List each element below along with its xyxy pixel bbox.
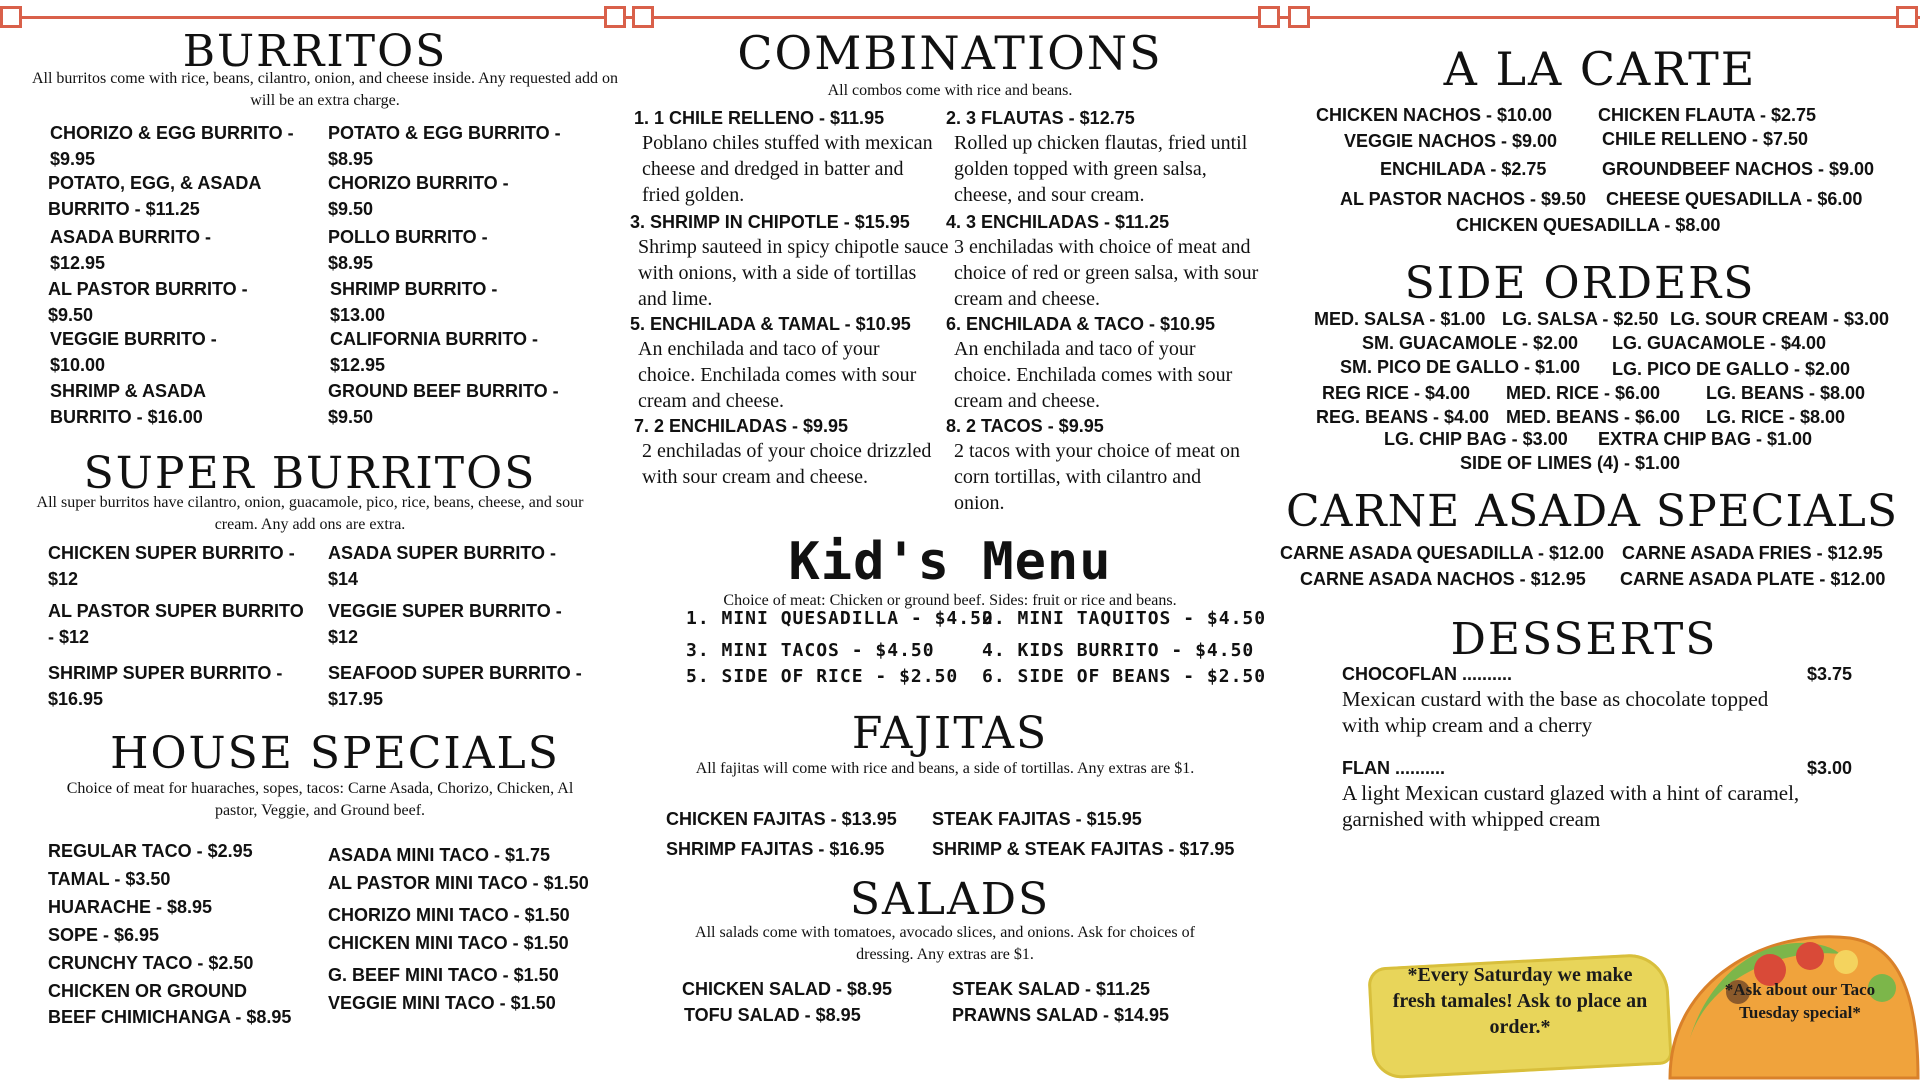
menu-item: CHICKEN SUPER BURRITO - (48, 543, 295, 563)
combinations-section (630, 26, 1270, 102)
menu-item: POTATO, EGG, & ASADA (48, 173, 262, 193)
menu-item: SHRIMP BURRITO - (330, 279, 498, 299)
combo-desc: Poblano chiles stuffed with mexican cheese and dredged in batter and fried golden. (642, 132, 933, 206)
salads-list (630, 976, 1270, 1036)
combo-item (946, 414, 1246, 516)
menu-item: CHICKEN FLAUTA - $2.75 (1598, 105, 1817, 125)
desserts-section (1264, 614, 1904, 665)
section-title: BURRITOS (182, 26, 448, 77)
combo-desc: Rolled up chicken flautas, fried until golden topped with green salsa, cheese, and sour cream. (954, 132, 1248, 206)
menu-item: CHICKEN MINI TACO - $1.50 (328, 933, 569, 953)
menu-item: STEAK SALAD - $11.25 (952, 979, 1151, 999)
section-title: HOUSE SPECIALS (110, 728, 560, 779)
menu-item: CARNE ASADA NACHOS - $12.95 (1300, 569, 1586, 589)
menu-item: SEAFOOD SUPER BURRITO - (328, 663, 582, 683)
menu-item: SHRIMP FAJITAS - $16.95 (666, 839, 885, 859)
menu-item: AL PASTOR NACHOS - $9.50 (1340, 189, 1587, 209)
menu-item: EXTRA CHIP BAG - $1.00 (1598, 429, 1813, 449)
menu-item: G. BEEF MINI TACO - $1.50 (328, 965, 559, 985)
menu-item: $13.00 (330, 305, 386, 325)
frame-line (0, 16, 1920, 19)
frame-corner (1288, 6, 1310, 28)
frame-corner (604, 6, 626, 28)
combo-item (630, 210, 950, 312)
section-title: Kid's Menu (788, 532, 1112, 592)
frame-corner (632, 6, 654, 28)
menu-item: $9.95 (50, 149, 96, 169)
super-burritos-list (20, 540, 630, 710)
combo-name: 1. 1 CHILE RELLENO - $11.95 (634, 108, 885, 128)
menu-item: MED. SALSA - $1.00 (1314, 309, 1486, 329)
menu-item: CHICKEN OR GROUND (48, 981, 248, 1001)
menu-item: $8.95 (328, 253, 374, 273)
menu-item: $12.95 (330, 355, 386, 375)
menu-item: $9.50 (328, 407, 374, 427)
menu-item: CALIFORNIA BURRITO - (330, 329, 538, 349)
combo-item (634, 106, 944, 208)
combo-item (630, 312, 940, 414)
menu-item: - $12 (48, 627, 90, 647)
combo-name: 3. SHRIMP IN CHIPOTLE - $15.95 (630, 212, 910, 232)
section-note: All burritos come with rice, beans, cilantro, onion, and cheese inside. Any requested add on will be an extra charge. (31, 70, 619, 109)
taco-tuesday-promo: *Ask about our Taco Tuesday special* (1724, 980, 1876, 1022)
menu-item: VEGGIE MINI TACO - $1.50 (328, 993, 556, 1013)
menu-item: POLLO BURRITO - (328, 227, 488, 247)
super-burritos-section (20, 448, 600, 533)
menu-item: GROUND BEEF BURRITO - (328, 381, 559, 401)
house-specials-section (20, 728, 620, 819)
combo-item (946, 106, 1268, 208)
menu-item: LG. CHIP BAG - $3.00 (1384, 429, 1568, 449)
menu-item: TOFU SALAD - $8.95 (684, 1005, 861, 1025)
section-note: All combos come with rice and beans. (827, 82, 1073, 99)
menu-item: CRUNCHY TACO - $2.50 (48, 953, 254, 973)
menu-item: CHORIZO BURRITO - (328, 173, 509, 193)
menu-item: CHILE RELLENO - $7.50 (1602, 129, 1809, 149)
menu-item: SM. GUACAMOLE - $2.00 (1362, 333, 1579, 353)
menu-item: SM. PICO DE GALLO - $1.00 (1340, 357, 1581, 377)
menu-item: SHRIMP & STEAK FAJITAS - $17.95 (932, 839, 1235, 859)
combo-item (634, 414, 934, 490)
menu-item: CHEESE QUESADILLA - $6.00 (1606, 189, 1863, 209)
section-title: A LA CARTE (1443, 42, 1757, 96)
menu-item: POTATO & EGG BURRITO - (328, 123, 561, 143)
combo-desc: Shrimp sauteed in spicy chipotle sauce with onions, with a side of tortillas and lime. (638, 236, 949, 310)
menu-item: AL PASTOR BURRITO - (48, 279, 248, 299)
combo-item (946, 312, 1256, 414)
menu-item: LG. PICO DE GALLO - $2.00 (1612, 359, 1851, 379)
menu-item: $12.95 (50, 253, 106, 273)
carne-asada-section (1272, 486, 1912, 537)
menu-item: REG RICE - $4.00 (1322, 383, 1471, 403)
menu-item: GROUNDBEEF NACHOS - $9.00 (1602, 159, 1875, 179)
burritos-section (20, 26, 630, 109)
menu-item: VEGGIE BURRITO - (50, 329, 217, 349)
combo-name: 6. ENCHILADA & TACO - $10.95 (946, 314, 1216, 334)
menu-item: $9.50 (48, 305, 94, 325)
section-title: SIDE ORDERS (1404, 258, 1756, 309)
menu-item: SHRIMP SUPER BURRITO - (48, 663, 283, 683)
menu-item: $8.95 (328, 149, 374, 169)
menu-item: CHICKEN QUESADILLA - $8.00 (1456, 215, 1721, 235)
combo-desc: An enchilada and taco of your choice. Enchilada comes with sour cream and cheese. (638, 338, 917, 412)
menu-item: LG. SOUR CREAM - $3.00 (1670, 309, 1890, 329)
combo-name: 4. 3 ENCHILADAS - $11.25 (946, 212, 1170, 232)
menu-item: $16.95 (48, 689, 104, 709)
section-title: SUPER BURRITOS (83, 448, 537, 499)
menu-item: CARNE ASADA PLATE - $12.00 (1620, 569, 1886, 589)
dessert-name: CHOCOFLAN .......... (1342, 664, 1512, 684)
menu-item: LG. GUACAMOLE - $4.00 (1612, 333, 1827, 353)
menu-item: MED. BEANS - $6.00 (1506, 407, 1681, 427)
section-note: All salads come with tomatoes, avocado slices, and onions. Ask for choices of dressing. Any extras are $1. (695, 924, 1195, 963)
frame-corner (0, 6, 22, 28)
menu-item: CHICKEN NACHOS - $10.00 (1316, 105, 1553, 125)
combo-desc: 2 enchiladas of your choice drizzled with sour cream and cheese. (642, 440, 932, 488)
dessert-desc: A light Mexican custard glazed with a hint of caramel, garnished with whipped cream (1342, 781, 1800, 831)
house-specials-list (20, 838, 630, 1038)
menu-item: VEGGIE SUPER BURRITO - (328, 601, 562, 621)
menu-item: BEEF CHIMICHANGA - $8.95 (48, 1007, 292, 1027)
desserts-list (1342, 664, 1852, 832)
a-la-carte-list (1280, 102, 1920, 235)
frame-corner (1258, 6, 1280, 28)
menu-item: CARNE ASADA QUESADILLA - $12.00 (1280, 543, 1605, 563)
menu-item: $12 (48, 569, 79, 589)
menu-item: 4. KIDS BURRITO - $4.50 (982, 640, 1255, 661)
section-title: SALADS (849, 874, 1051, 925)
menu-item: CHICKEN FAJITAS - $13.95 (666, 809, 897, 829)
section-title: COMBINATIONS (737, 26, 1163, 80)
fajitas-list (630, 806, 1270, 866)
combo-desc: An enchilada and taco of your choice. Enchilada comes with sour cream and cheese. (954, 338, 1233, 412)
combo-desc: 3 enchiladas with choice of meat and choice of red or green salsa, with sour cream and cheese. (954, 236, 1259, 310)
carne-asada-list (1280, 540, 1920, 600)
menu-item: 3. MINI TACOS - $4.50 (686, 640, 935, 661)
tamales-promo: *Every Saturday we make fresh tamales! Ask to place an order.* (1392, 964, 1648, 1038)
menu-item: BURRITO - $16.00 (50, 407, 203, 427)
section-note: All super burritos have cilantro, onion, guacamole, pico, rice, beans, cheese, and sour cream. Any add ons are extra. (36, 494, 584, 533)
combo-name: 8. 2 TACOS - $9.95 (946, 416, 1104, 436)
dessert-price: $3.75 (1806, 664, 1852, 684)
menu-item: 5. SIDE OF RICE - $2.50 (686, 666, 959, 687)
dessert-price: $3.00 (1806, 758, 1852, 778)
section-title: DESSERTS (1450, 614, 1718, 665)
section-title: CARNE ASADA SPECIALS (1286, 486, 1898, 537)
kids-menu-section (630, 532, 1270, 612)
menu-item: CARNE ASADA FRIES - $12.95 (1622, 543, 1883, 563)
combo-name: 5. ENCHILADA & TAMAL - $10.95 (630, 314, 911, 334)
dessert-name: FLAN .......... (1342, 758, 1445, 778)
menu-item: CHORIZO MINI TACO - $1.50 (328, 905, 570, 925)
menu-item: LG. BEANS - $8.00 (1706, 383, 1866, 403)
salads-section (630, 874, 1270, 963)
combo-name: 7. 2 ENCHILADAS - $9.95 (634, 416, 849, 436)
menu-item: PRAWNS SALAD - $14.95 (952, 1005, 1170, 1025)
menu-item: HUARACHE - $8.95 (48, 897, 213, 917)
section-note: Choice of meat for huaraches, sopes, tacos: Carne Asada, Chorizo, Chicken, Al pastor, Veggie, and Ground beef. (66, 780, 574, 819)
menu-item: $10.00 (50, 355, 106, 375)
menu-item: BURRITO - $11.25 (48, 199, 200, 219)
menu-item: $12 (328, 627, 359, 647)
section-title: FAJITAS (851, 708, 1049, 759)
menu-item: ENCHILADA - $2.75 (1380, 159, 1547, 179)
menu-item: SOPE - $6.95 (48, 925, 160, 945)
kids-menu-list (630, 608, 1270, 688)
combo-item (946, 210, 1270, 312)
section-note: Choice of meat: Chicken or ground beef. Sides: fruit or rice and beans. (723, 592, 1177, 609)
menu-item: 2. MINI TAQUITOS - $4.50 (982, 608, 1267, 629)
frame-corner (1896, 6, 1918, 28)
menu-item: MED. RICE - $6.00 (1506, 383, 1661, 403)
dessert-desc: Mexican custard with the base as chocolate topped with whip cream and a cherry (1342, 687, 1769, 737)
menu-item: AL PASTOR MINI TACO - $1.50 (328, 873, 589, 893)
menu-item: VEGGIE NACHOS - $9.00 (1344, 131, 1558, 151)
menu-item: LG. SALSA - $2.50 (1502, 309, 1659, 329)
menu-item: REGULAR TACO - $2.95 (48, 841, 253, 861)
combo-name: 2. 3 FLAUTAS - $12.75 (946, 108, 1135, 128)
menu-item: REG. BEANS - $4.00 (1316, 407, 1490, 427)
menu-item: TAMAL - $3.50 (48, 869, 171, 889)
burritos-list (20, 120, 630, 440)
a-la-carte-section (1280, 42, 1920, 96)
combinations-list (630, 106, 1270, 516)
menu-item: AL PASTOR SUPER BURRITO (48, 601, 304, 621)
menu-item: 6. SIDE OF BEANS - $2.50 (982, 666, 1267, 687)
combo-desc: 2 tacos with your choice of meat on corn tortillas, with cilantro and onion. (954, 440, 1241, 514)
menu-item: CHICKEN SALAD - $8.95 (682, 979, 893, 999)
menu-item: ASADA BURRITO - (50, 227, 211, 247)
menu-item: LG. RICE - $8.00 (1706, 407, 1846, 427)
menu-item: ASADA SUPER BURRITO - (328, 543, 557, 563)
side-orders-list (1280, 306, 1920, 476)
menu-item: ASADA MINI TACO - $1.75 (328, 845, 551, 865)
menu-item: SHRIMP & ASADA (50, 381, 207, 401)
menu-item: STEAK FAJITAS - $15.95 (932, 809, 1142, 829)
menu-item: $14 (328, 569, 359, 589)
menu-item: $9.50 (328, 199, 374, 219)
section-note: All fajitas will come with rice and beans, a side of tortillas. Any extras are $1. (695, 760, 1195, 777)
menu-item: SIDE OF LIMES (4) - $1.00 (1460, 453, 1681, 473)
dessert-row (1342, 664, 1852, 686)
menu-item: $17.95 (328, 689, 384, 709)
menu-item: CHORIZO & EGG BURRITO - (50, 123, 294, 143)
fajitas-section (630, 708, 1270, 777)
side-orders-section (1260, 258, 1900, 309)
dessert-row (1342, 758, 1852, 780)
menu-item: 1. MINI QUESADILLA - $4.50 (686, 608, 994, 629)
